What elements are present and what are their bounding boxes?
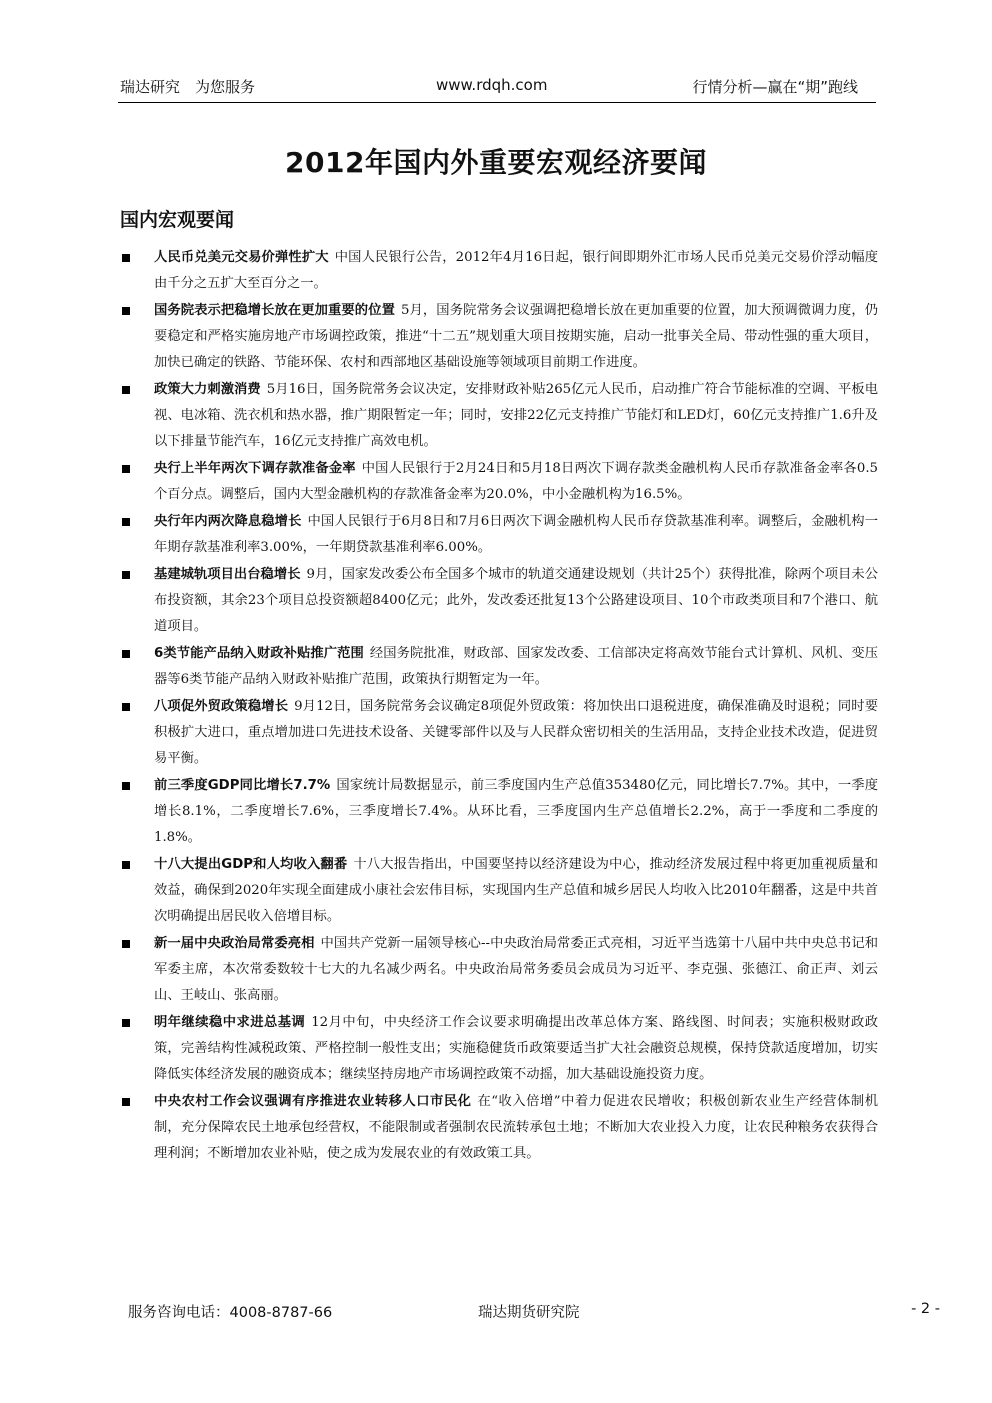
news-item [118, 456, 878, 508]
square-bullet-icon [122, 1019, 130, 1027]
news-item [118, 298, 878, 376]
news-item-text: 12月中旬，中央经济工作会议要求明确提出改革总体方案、路线图、时间表；实施积极财政政策，完善结构性减税政策、严格控制一般性支出；实施稳健货币政策要适当扩大社会融资总规模，保持贷款适度增加，切实降低实体经济发展的融资成本；继续坚持房地产市场调控政策不动摇，加大基础设施投资力度。 [154, 1015, 879, 1082]
header-slogan: 行情分析—赢在“期”跑线 [692, 78, 858, 96]
news-item [118, 694, 878, 772]
page-footer [0, 1301, 992, 1323]
square-bullet-icon [122, 254, 130, 262]
news-item-text: 中国人民银行公告，2012年4月16日起，银行间即期外汇市场人民币兑美元交易价浮动幅度由千分之五扩大至百分之一。 [154, 250, 878, 291]
header-left-text: 瑞达研究 为您服务 [120, 78, 256, 96]
page-header [118, 76, 876, 103]
news-item [118, 773, 878, 851]
square-bullet-icon [122, 650, 130, 658]
news-item-title: 明年继续稳中求进总基调 [154, 1015, 306, 1030]
news-item [118, 509, 878, 561]
news-item [118, 245, 878, 297]
section-heading: 国内宏观要闻 [120, 209, 235, 231]
news-item-text: 中国人民银行于2月24日和5月18日两次下调存款类金融机构人民币存款准备金率各0.5个百分点。调整后，国内大型金融机构的存款准备金率为20.0%，中小金融机构为16.5%。 [154, 461, 879, 502]
document-title: 2012年国内外重要宏观经济要闻 [285, 146, 707, 179]
news-item-text: 中国人民银行于6月8日和7月6日两次下调金融机构人民币存贷款基准利率。调整后，金融机构一年期存款基准利率3.00%，一年期贷款基准利率6.00%。 [154, 514, 879, 555]
news-item-title: 6类节能产品纳入财政补贴推广范围 [154, 646, 364, 661]
news-item-text: 国家统计局数据显示，前三季度国内生产总值353480亿元，同比增长7.7%。其中，一季度增长8.1%，二季度增长7.6%，三季度增长7.4%。从环比看，三季度国内生产总值增长2.2%，高于一季度和二季度的1.8%。 [154, 778, 878, 845]
news-item-text: 9月，国家发改委公布全国多个城市的轨道交通建设规划（共计25个）获得批准，除两个项目未公布投资额，其余23个项目总投资额超8400亿元；此外，发改委还批复13个公路建设项目、10个市政类项目和7个港口、航道项目。 [154, 567, 878, 634]
news-item-title: 人民币兑美元交易价弹性扩大 [154, 250, 329, 265]
square-bullet-icon [122, 518, 130, 526]
news-item-title: 国务院表示把稳增长放在更加重要的位置 [154, 303, 395, 318]
news-item [118, 852, 878, 930]
square-bullet-icon [122, 307, 130, 315]
news-item-text: 5月16日，国务院常务会议决定，安排财政补贴265亿元人民币，启动推广符合节能标准的空调、平板电视、电冰箱、洗衣机和热水器，推广期限暂定一年；同时，安排22亿元支持推广节能灯和LED灯，60亿元支持推广1.6升及以下排量节能汽车，16亿元支持推广高效电机。 [154, 382, 878, 449]
news-item-text: 经国务院批准，财政部、国家发改委、工信部决定将高效节能台式计算机、风机、变压器等6类节能产品纳入财政补贴推广范围，政策执行期暂定为一年。 [154, 646, 878, 687]
news-item [118, 931, 878, 1009]
square-bullet-icon [122, 386, 130, 394]
news-item-title: 新一届中央政治局常委亮相 [154, 936, 315, 951]
square-bullet-icon [122, 782, 130, 790]
header-website: www.rdqh.com [436, 76, 548, 94]
footer-institute: 瑞达期货研究院 [478, 1305, 580, 1321]
news-item-title: 中央农村工作会议强调有序推进农业转移人口市民化 [154, 1094, 472, 1109]
news-item-text: 在“收入倍增”中着力促进农民增收；积极创新农业生产经营体制机制，充分保障农民土地承包经营权，不能限制或者强制农民流转承包土地；不断加大农业投入力度，让农民种粮务农获得合理利润；不断增加农业补贴，使之成为发展农业的有效政策工具。 [154, 1094, 878, 1161]
news-item-text: 9月12日，国务院常务会议确定8项促外贸政策：将加快出口退税进度，确保准确及时退税；同时要积极扩大进口，重点增加进口先进技术设备、关键零部件以及与人民群众密切相关的生活用品，支持企业技术改造，促进贸易平衡。 [154, 699, 879, 766]
news-item-title: 前三季度GDP同比增长7.7% [154, 778, 331, 793]
news-item [118, 562, 878, 640]
news-item-title: 央行上半年两次下调存款准备金率 [154, 461, 356, 476]
news-item-title: 八项促外贸政策稳增长 [154, 699, 289, 714]
square-bullet-icon [122, 1098, 130, 1106]
news-item [118, 377, 878, 455]
news-item [118, 1089, 878, 1167]
news-item-title: 基建城轨项目出台稳增长 [154, 567, 301, 582]
news-item-title: 政策大力刺激消费 [154, 382, 261, 397]
news-item-text: 5月，国务院常务会议强调把稳增长放在更加重要的位置，加大预调微调力度，仍要稳定和严格实施房地产市场调控政策，推进“十二五”规划重大项目按期实施，启动一批事关全局、带动性强的重大项目，加快已确定的铁路、节能环保、农村和西部地区基础设施等领域项目前期工作进度。 [154, 303, 879, 370]
footer-phone: 服务咨询电话：4008-8787-66 [128, 1305, 333, 1321]
square-bullet-icon [122, 861, 130, 869]
news-item [118, 641, 878, 693]
news-item-text: 十八大报告指出，中国要坚持以经济建设为中心，推动经济发展过程中将更加重视质量和效益，确保到2020年实现全面建成小康社会宏伟目标，实现国内生产总值和城乡居民人均收入比2010年翻番，这是中共首次明确提出居民收入倍增目标。 [154, 857, 878, 924]
square-bullet-icon [122, 465, 130, 473]
square-bullet-icon [122, 940, 130, 948]
news-item-text: 中国共产党新一届领导核心--中央政治局常委正式亮相，习近平当选第十八届中共中央总书记和军委主席，本次常委数较十七大的九名减少两名。中央政治局常务委员会成员为习近平、李克强、张德江、俞正声、刘云山、王岐山、张高丽。 [154, 936, 878, 1003]
square-bullet-icon [122, 703, 130, 711]
news-item [118, 1010, 878, 1088]
page-number: - 2 - [911, 1301, 940, 1317]
news-item-title: 央行年内两次降息稳增长 [154, 514, 302, 529]
square-bullet-icon [122, 571, 130, 579]
news-item-title: 十八大提出GDP和人均收入翻番 [154, 857, 348, 872]
news-list [118, 245, 878, 1168]
